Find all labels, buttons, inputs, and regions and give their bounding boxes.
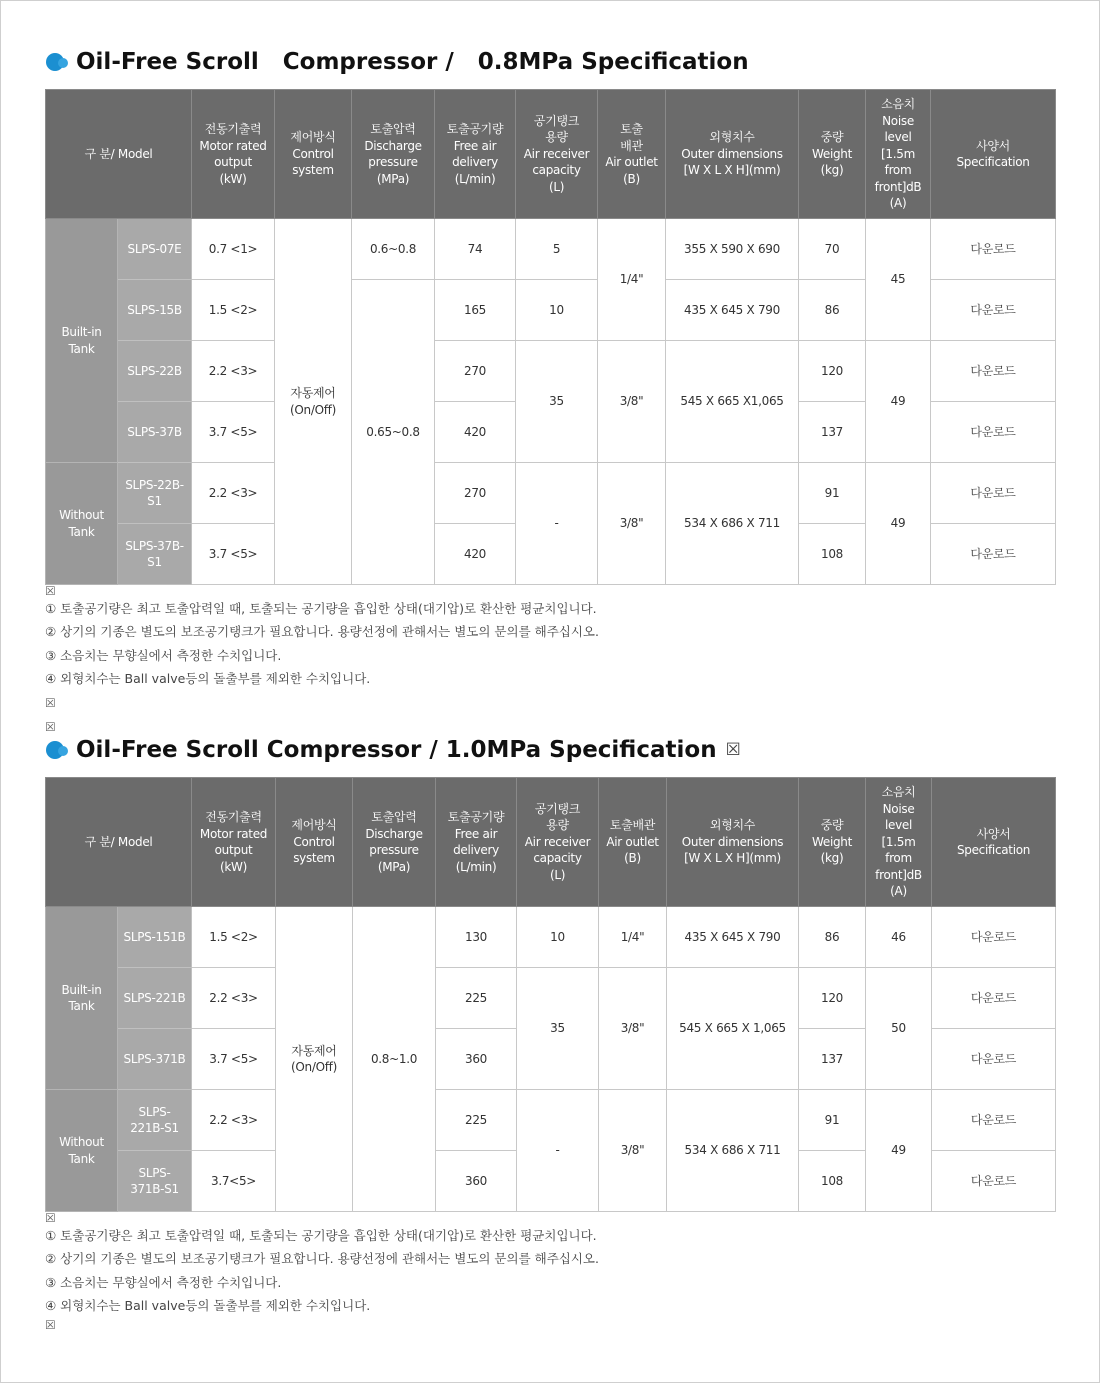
delivery-cell: 130 (436, 907, 517, 968)
group-without-tank: Without Tank (46, 463, 118, 585)
note-item: ④ 외형치수는 Ball valve등의 돌출부를 제외한 수치입니다. (45, 1298, 371, 1314)
download-link[interactable]: 다운로드 (931, 402, 1056, 463)
title-placeholder-box: ☒ (725, 740, 741, 760)
delivery-cell: 270 (435, 463, 516, 524)
noise-cell: 45 (866, 219, 931, 341)
title-bullet-icon (46, 53, 68, 71)
table-header-row (46, 778, 1056, 907)
placeholder-box: ☒ (45, 696, 56, 710)
noise-cell: 49 (866, 463, 931, 585)
model-cell: SLPS-07E (118, 219, 192, 280)
tank-cell: 10 (516, 280, 598, 341)
outlet-cell: 3/8" (598, 463, 666, 585)
download-link[interactable]: 다운로드 (932, 1090, 1056, 1151)
tank-cell: - (517, 1090, 599, 1212)
download-link[interactable]: 다운로드 (931, 280, 1056, 341)
weight-cell: 86 (799, 280, 866, 341)
header-noise: 소음치 Noise level [1.5m from front]dB (A) (866, 778, 932, 907)
delivery-cell: 165 (435, 280, 516, 341)
motor-cell: 3.7<5> (192, 1151, 276, 1212)
header-weight: 중량 Weight (kg) (799, 778, 866, 907)
motor-cell: 2.2 <3> (192, 341, 275, 402)
header-control: 제어방식 Control system (276, 778, 353, 907)
control-cell: 자동제어 (On/Off) (275, 219, 352, 585)
model-cell: SLPS-37B (118, 402, 192, 463)
header-delivery: 토출공기량 Free air delivery (L/min) (436, 778, 517, 907)
model-cell: SLPS-22B (118, 341, 192, 402)
model-cell: SLPS-371B (118, 1029, 192, 1090)
model-cell: SLPS- 221B-S1 (118, 1090, 192, 1151)
note-item: ① 토출공기량은 최고 토출압력일 때, 토출되는 공기량을 흡입한 상태(대기압)로 환산한 평균치입니다. (45, 1228, 597, 1243)
weight-cell: 120 (799, 968, 866, 1029)
header-delivery: 토출공기량 Free air delivery (L/min) (435, 90, 516, 219)
download-link[interactable]: 다운로드 (931, 524, 1056, 585)
placeholder-box: ☒ (45, 720, 56, 734)
group-builtin-tank: Built-in Tank (46, 219, 118, 463)
outlet-cell: 3/8" (598, 341, 666, 463)
title-text: Oil-Free Scroll Compressor / 0.8MPa Specification (76, 49, 749, 75)
weight-cell: 120 (799, 341, 866, 402)
section-title-10mpa (46, 735, 741, 765)
download-link[interactable]: 다운로드 (931, 341, 1056, 402)
weight-cell: 70 (799, 219, 866, 280)
tank-cell: 35 (517, 968, 599, 1090)
delivery-cell: 360 (436, 1029, 517, 1090)
tank-cell: - (516, 463, 598, 585)
motor-cell: 3.7 <5> (192, 524, 275, 585)
dimensions-cell: 435 X 645 X 790 (666, 280, 799, 341)
weight-cell: 108 (799, 524, 866, 585)
model-cell: SLPS-22B- S1 (118, 463, 192, 524)
table-row (46, 907, 1056, 968)
table-row (46, 968, 1056, 1029)
spec-table-10mpa (45, 777, 1056, 1212)
note-item: ④ 외형치수는 Ball valve등의 돌출부를 제외한 수치입니다. (45, 671, 371, 687)
note-item: ① 토출공기량은 최고 토출압력일 때, 토출되는 공기량을 흡입한 상태(대기압)로 환산한 평균치입니다. (45, 601, 597, 616)
note-item: ③ 소음치는 무향실에서 측정한 수치입니다. (45, 1274, 282, 1290)
weight-cell: 91 (799, 1090, 866, 1151)
pressure-cell: 0.8~1.0 (353, 907, 436, 1212)
model-cell: SLPS-37B- S1 (118, 524, 192, 585)
weight-cell: 137 (799, 402, 866, 463)
table-row (46, 1090, 1056, 1151)
weight-cell: 86 (799, 907, 866, 968)
delivery-cell: 360 (436, 1151, 517, 1212)
group-builtin-tank: Built-in Tank (46, 907, 118, 1090)
motor-cell: 1.5 <2> (192, 907, 276, 968)
title-bullet-icon (46, 741, 68, 759)
download-link[interactable]: 다운로드 (932, 968, 1056, 1029)
noise-cell: 49 (866, 1090, 932, 1212)
placeholder-box: ☒ (45, 1318, 56, 1332)
outlet-cell: 1/4" (599, 907, 667, 968)
tank-cell: 10 (517, 907, 599, 968)
weight-cell: 108 (799, 1151, 866, 1212)
note-item: ② 상기의 기종은 별도의 보조공기탱크가 필요합니다. 용량선정에 관해서는 별도의 문의를 해주십시오. (45, 624, 599, 640)
header-weight: 중량 Weight (kg) (799, 90, 866, 219)
motor-cell: 0.7 <1> (192, 219, 275, 280)
motor-cell: 3.7 <5> (192, 1029, 276, 1090)
header-control: 제어방식 Control system (275, 90, 352, 219)
delivery-cell: 270 (435, 341, 516, 402)
motor-cell: 1.5 <2> (192, 280, 275, 341)
delivery-cell: 74 (435, 219, 516, 280)
header-dimensions: 외형치수 Outer dimensions [W X L X H](mm) (667, 778, 799, 907)
pressure-cell: 0.6~0.8 (352, 219, 435, 280)
spec-table-08mpa (45, 89, 1056, 585)
model-cell: SLPS-151B (118, 907, 192, 968)
download-link[interactable]: 다운로드 (931, 463, 1056, 524)
header-outlet: 토출배관 Air outlet (B) (599, 778, 667, 907)
notes-10mpa (45, 1224, 599, 1318)
note-item: ③ 소음치는 무향실에서 측정한 수치입니다. (45, 647, 282, 663)
delivery-cell: 420 (435, 524, 516, 585)
control-cell: 자동제어 (On/Off) (276, 907, 353, 1212)
download-link[interactable]: 다운로드 (932, 1029, 1056, 1090)
header-model: 구 분/ Model (46, 778, 192, 907)
weight-cell: 91 (799, 463, 866, 524)
header-motor: 전동기출력 Motor rated output (kW) (192, 90, 275, 219)
outlet-cell: 3/8" (599, 1090, 667, 1212)
header-dimensions: 외형치수 Outer dimensions [W X L X H](mm) (666, 90, 799, 219)
delivery-cell: 420 (435, 402, 516, 463)
outlet-cell: 3/8" (599, 968, 667, 1090)
model-cell: SLPS-15B (118, 280, 192, 341)
weight-cell: 137 (799, 1029, 866, 1090)
title-text: Oil-Free Scroll Compressor / 1.0MPa Specification (76, 737, 717, 763)
download-link[interactable]: 다운로드 (932, 907, 1056, 968)
header-model: 구 분/ Model (46, 90, 192, 219)
delivery-cell: 225 (436, 968, 517, 1029)
header-tank: 공기탱크 용량 Air receiver capacity (L) (516, 90, 598, 219)
header-pressure: 토출압력 Discharge pressure (MPa) (353, 778, 436, 907)
outlet-cell: 1/4" (598, 219, 666, 341)
header-noise: 소음치 Noise level [1.5m from front]dB (A) (866, 90, 931, 219)
dimensions-cell: 545 X 665 X1,065 (666, 341, 799, 463)
placeholder-box: ☒ (45, 1211, 56, 1225)
tank-cell: 5 (516, 219, 598, 280)
download-link[interactable]: 다운로드 (931, 219, 1056, 280)
pressure-cell: 0.65~0.8 (352, 280, 435, 585)
header-spec: 사양서 Specification (932, 778, 1056, 907)
header-tank: 공기탱크 용량 Air receiver capacity (L) (517, 778, 599, 907)
motor-cell: 2.2 <3> (192, 1090, 276, 1151)
motor-cell: 3.7 <5> (192, 402, 275, 463)
table-header-row (46, 90, 1056, 219)
dimensions-cell: 534 X 686 X 711 (667, 1090, 799, 1212)
noise-cell: 49 (866, 341, 931, 463)
tank-cell: 35 (516, 341, 598, 463)
table-row (46, 463, 1056, 524)
motor-cell: 2.2 <3> (192, 968, 276, 1029)
dimensions-cell: 545 X 665 X 1,065 (667, 968, 799, 1090)
model-cell: SLPS- 371B-S1 (118, 1151, 192, 1212)
placeholder-box: ☒ (45, 584, 56, 598)
header-motor: 전동기출력 Motor rated output (kW) (192, 778, 276, 907)
model-cell: SLPS-221B (118, 968, 192, 1029)
delivery-cell: 225 (436, 1090, 517, 1151)
download-link[interactable]: 다운로드 (932, 1151, 1056, 1212)
header-spec: 사양서 Specification (931, 90, 1056, 219)
dimensions-cell: 355 X 590 X 690 (666, 219, 799, 280)
table-row (46, 219, 1056, 280)
dimensions-cell: 435 X 645 X 790 (667, 907, 799, 968)
notes-08mpa (45, 597, 599, 691)
dimensions-cell: 534 X 686 X 711 (666, 463, 799, 585)
noise-cell: 50 (866, 968, 932, 1090)
noise-cell: 46 (866, 907, 932, 968)
motor-cell: 2.2 <3> (192, 463, 275, 524)
header-outlet: 토출 배관 Air outlet (B) (598, 90, 666, 219)
table-row (46, 341, 1056, 402)
section-title-08mpa (46, 47, 749, 77)
header-pressure: 토출압력 Discharge pressure (MPa) (352, 90, 435, 219)
note-item: ② 상기의 기종은 별도의 보조공기탱크가 필요합니다. 용량선정에 관해서는 별도의 문의를 해주십시오. (45, 1251, 599, 1267)
group-without-tank: Without Tank (46, 1090, 118, 1212)
